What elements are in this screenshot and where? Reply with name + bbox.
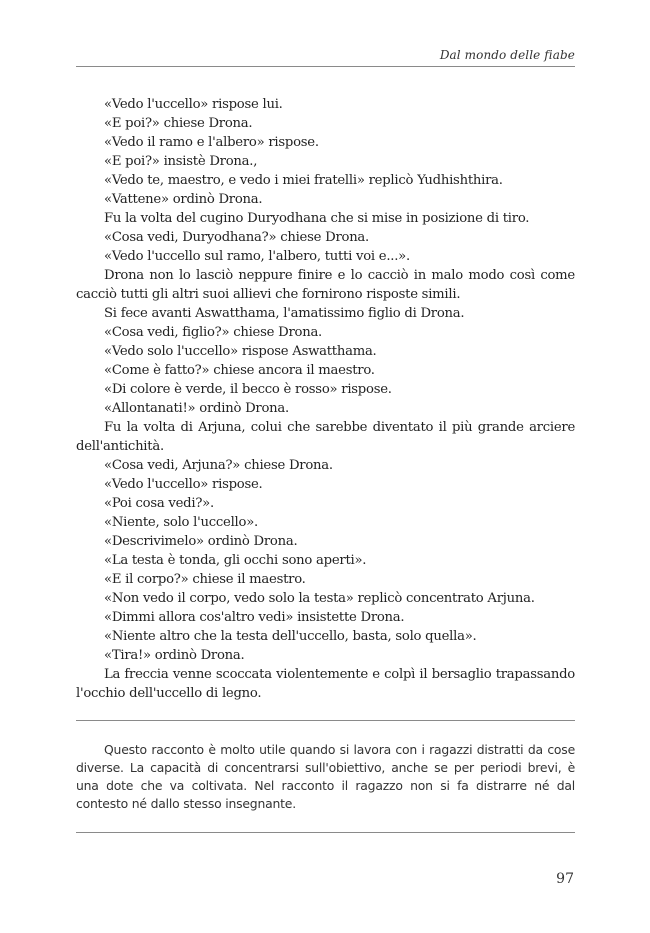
story-paragraph: Drona non lo lasciò neppure finire e lo cacciò in malo modo così come cacciò tutti gli altri suoi allievi che fornirono risposte simili. (76, 268, 575, 302)
story-paragraph: Fu la volta di Arjuna, colui che sarebbe diventato il più grande arciere dell'antichità. (76, 420, 575, 454)
story-paragraph: La freccia venne scoccata violentemente e colpì il bersaglio trapassando l'occhio dell'uccello di legno. (76, 667, 575, 701)
story-paragraph: «Tira!» ordinò Drona. (104, 648, 245, 663)
note-top-rule (76, 720, 575, 721)
story-paragraph: Fu la volta del cugino Duryodhana che si mise in posizione di tiro. (104, 211, 530, 226)
story-paragraph: «Vedo te, maestro, e vedo i miei fratelli» replicò Yudhishthira. (104, 173, 503, 188)
story-paragraph: «Poi cosa vedi?». (104, 496, 214, 511)
commentary-note (76, 741, 575, 813)
note-bottom-rule (76, 832, 575, 833)
story-paragraph: «Vedo l'uccello» rispose lui. (104, 97, 283, 112)
story-paragraph: «Cosa vedi, figlio?» chiese Drona. (104, 325, 322, 340)
running-header: Dal mondo delle fiabe (439, 48, 575, 62)
story-paragraph: «Allontanati!» ordinò Drona. (104, 401, 289, 416)
story-paragraph: «Cosa vedi, Arjuna?» chiese Drona. (104, 458, 333, 473)
page-number: 97 (556, 871, 574, 887)
story-paragraph: «Cosa vedi, Duryodhana?» chiese Drona. (104, 230, 369, 245)
commentary-paragraph: Questo racconto è molto utile quando si lavora con i ragazzi distratti da cose diverse. La capacità di concentrarsi sull'obiettivo, anche se per periodi brevi, è una dote che va coltivata. Nel racconto il ragazzo non si fa distrarre né dal contesto né dallo stesso insegnante. (76, 742, 575, 811)
story-paragraph: «Vedo l'uccello sul ramo, l'albero, tutti voi e...». (104, 249, 410, 264)
story-paragraph: «Di colore è verde, il becco è rosso» rispose. (104, 382, 392, 397)
story-paragraph: «Descrivimelo» ordinò Drona. (104, 534, 298, 549)
story-paragraph: «Vedo il ramo e l'albero» rispose. (104, 135, 319, 150)
story-paragraph: «Non vedo il corpo, vedo solo la testa» replicò concentrato Arjuna. (104, 591, 535, 606)
story-paragraph: «Dimmi allora cos'altro vedi» insistette Drona. (104, 610, 405, 625)
header-rule (76, 66, 575, 67)
story-paragraph: «E poi?» insistè Drona., (104, 154, 258, 169)
story-paragraph: Si fece avanti Aswatthama, l'amatissimo figlio di Drona. (104, 306, 465, 321)
story-paragraph: «Niente altro che la testa dell'uccello, basta, solo quella». (104, 629, 477, 644)
story-paragraph: «E il corpo?» chiese il maestro. (104, 572, 306, 587)
story-text (76, 95, 575, 703)
story-paragraph: «E poi?» chiese Drona. (104, 116, 253, 131)
story-paragraph: «Niente, solo l'uccello». (104, 515, 258, 530)
story-paragraph: «Vattene» ordinò Drona. (104, 192, 263, 207)
story-paragraph: «Vedo solo l'uccello» rispose Aswatthama. (104, 344, 377, 359)
story-paragraph: «Come è fatto?» chiese ancora il maestro. (104, 363, 375, 378)
story-paragraph: «La testa è tonda, gli occhi sono aperti». (104, 553, 367, 568)
story-paragraph: «Vedo l'uccello» rispose. (104, 477, 263, 492)
